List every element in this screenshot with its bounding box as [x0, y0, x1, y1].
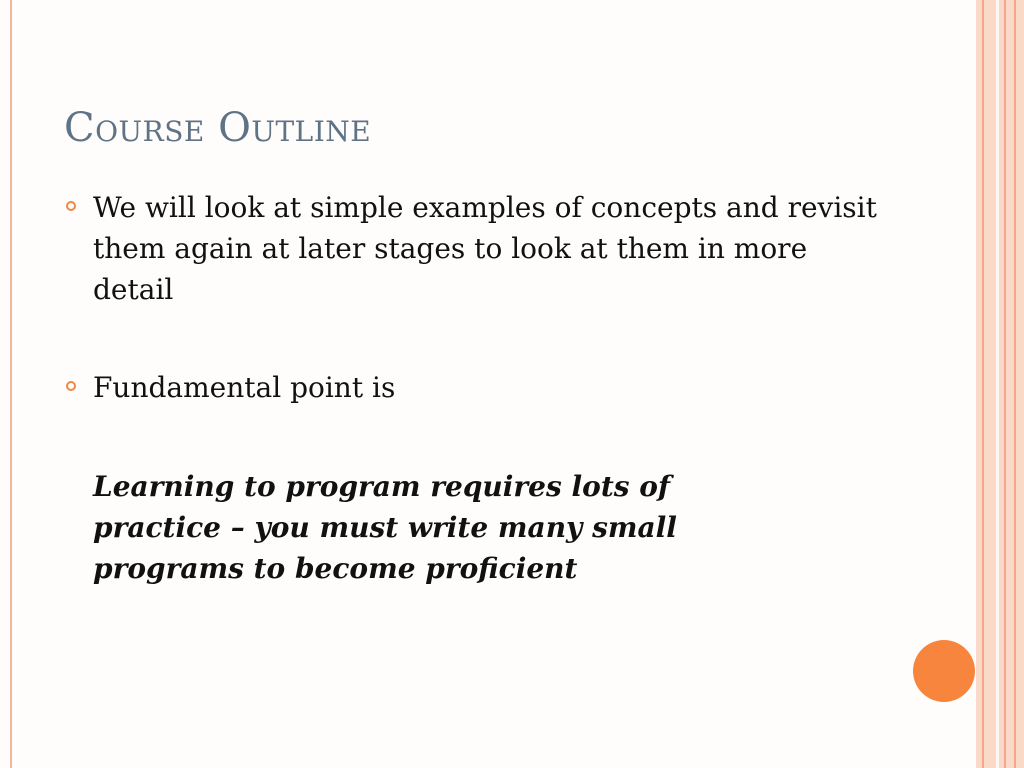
bullet-icon — [66, 201, 76, 211]
decorative-circle — [913, 640, 975, 702]
left-border-line — [10, 0, 12, 768]
bullet-text: We will look at simple examples of concepts and revisit them again at later stages to look at them in more detail — [93, 191, 877, 306]
border-stripe — [1014, 0, 1016, 768]
emphasis-text: Learning to program requires lots of practice – you must write many small programs to become proficient — [93, 470, 677, 585]
border-stripe — [1004, 0, 1006, 768]
bullet-text: Fundamental point is — [93, 371, 396, 404]
slide-title: Course Outline — [64, 105, 372, 151]
bullet-icon — [66, 381, 76, 391]
right-decorative-border — [976, 0, 1024, 768]
border-gap — [996, 0, 999, 768]
border-stripe — [982, 0, 984, 768]
